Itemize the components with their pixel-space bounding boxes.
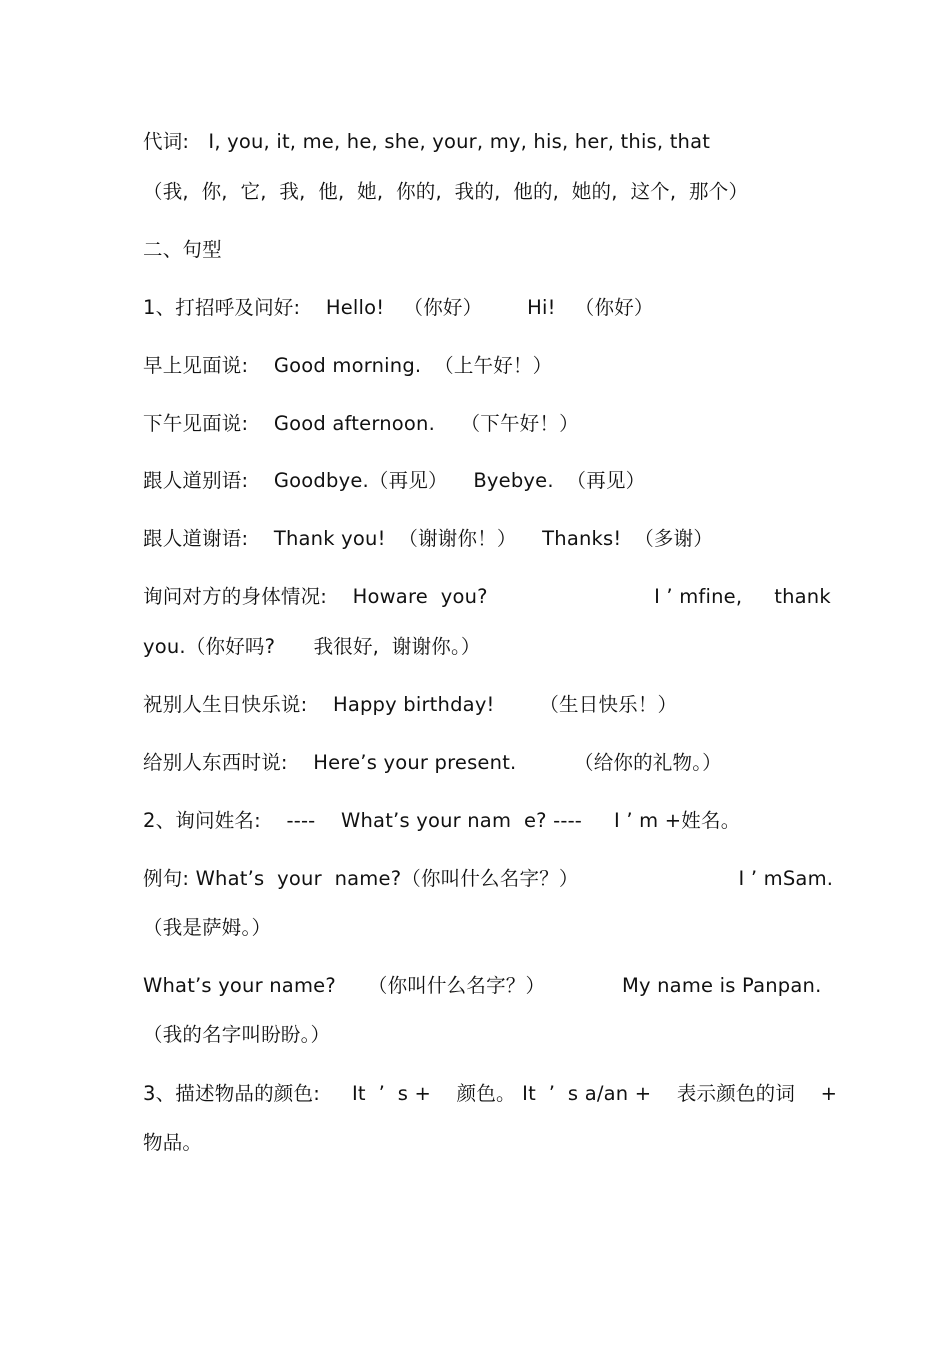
pronouns-line: 代词: I, you, it, me, he, she, your, my, his, her, this, that (143, 130, 711, 153)
ask-name-line: 2、询问姓名: ---- What’s your nam e? ---- I ’ m +姓名。 (143, 809, 741, 832)
present-line: 给别人东西时说: Here’s your present. （给你的礼物。） (143, 751, 722, 774)
pronouns-translation-line: （我, 你, 它, 我, 他, 她, 你的, 我的, 他的, 她的, 这个, 那个） (143, 180, 749, 203)
example-sentence-line: 例句: What’s your name?（你叫什么名字？） I ’ mSam. (143, 867, 834, 890)
describe-color-line: 3、描述物品的颜色: It ’ s + 颜色。 It ’ s a/an + 表示颜色的词 + (143, 1082, 838, 1105)
name-panpan-line: What’s your name? （你叫什么名字？） My name is Panpan. (143, 974, 822, 997)
goodbye-line: 跟人道别语: Goodbye.（再见） Byebye. （再见） (143, 469, 646, 492)
describe-color-continuation-line: 物品。 (143, 1131, 203, 1154)
how-are-you-translation-line: you.（你好吗? 我很好, 谢谢你。） (143, 635, 481, 658)
greeting-line: 1、打招呼及问好: Hello! （你好） Hi! （你好） (143, 296, 654, 319)
example-translation-line: （我是萨姆。） (143, 916, 272, 939)
happy-birthday-line: 祝别人生日快乐说: Happy birthday! （生日快乐！） (143, 693, 678, 716)
section-heading-sentence-patterns: 二、句型 (143, 238, 222, 261)
how-are-you-line: 询问对方的身体情况: Howare you? I ’ mfine, thank (143, 585, 831, 608)
thanks-line: 跟人道谢语: Thank you! （谢谢你！） Thanks! （多谢） (143, 527, 714, 550)
good-afternoon-line: 下午见面说: Good afternoon. （下午好！） (143, 412, 579, 435)
good-morning-line: 早上见面说: Good morning. （上午好！） (143, 354, 553, 377)
name-panpan-translation-line: （我的名字叫盼盼。） (143, 1023, 331, 1046)
